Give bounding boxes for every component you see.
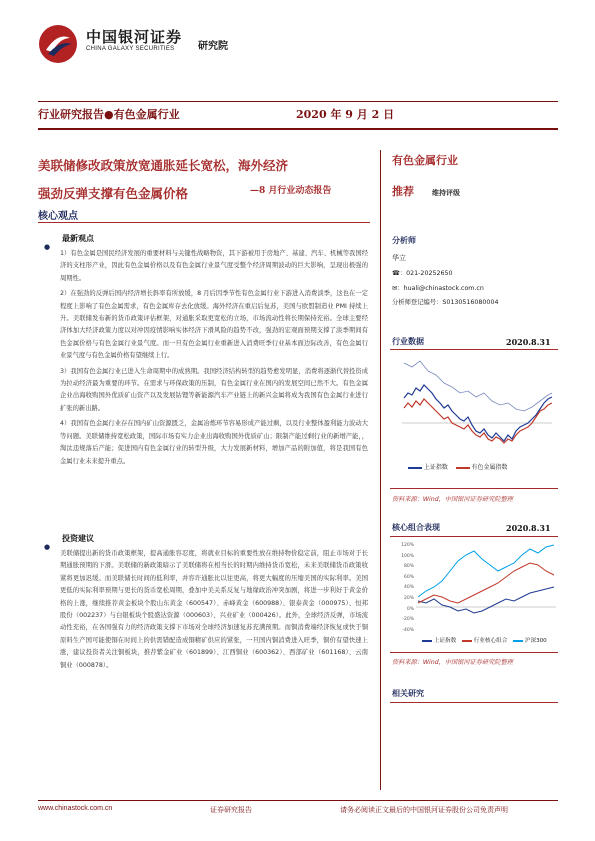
sidebar-rating: 推荐 (392, 185, 414, 198)
footer-url[interactable]: www.chinastock.com.cn (38, 805, 113, 812)
industry-data-title: 行业数据 (392, 337, 424, 346)
brand-logo-mark (38, 24, 78, 64)
header-bottom-rule (38, 128, 558, 130)
analyst-name: 华立 (392, 254, 406, 262)
legend1 (408, 462, 508, 471)
y-tick-1: 100% (401, 553, 414, 559)
y-tick-4: 40% (403, 585, 414, 591)
index-line-3 (404, 361, 552, 411)
portfolio-core-line (418, 563, 554, 603)
headline-line1: 美联储修改政策放宽通胀延长宽松，海外经济 (38, 158, 289, 173)
legend2-swatch-2 (462, 640, 472, 642)
chart1-source: 资料来源：Wind，中国银河证券研究院整理 (392, 496, 513, 503)
industry-data-date: 2020.8.31 (506, 337, 551, 347)
email-icon: ✉ (392, 285, 398, 292)
portfolio-date: 2020.8.31 (506, 523, 551, 533)
sidebar-industry: 有色金属行业 (392, 154, 458, 167)
legend2 (422, 636, 547, 644)
core-view-rule (38, 222, 370, 223)
portfolio-rule (390, 536, 558, 537)
chart2-source-rule (390, 652, 558, 653)
industry-data-rule (390, 349, 558, 350)
portfolio-shanghai-line (418, 587, 554, 613)
legend1-label-2: 有色金属指数 (471, 464, 508, 471)
y-tick-8: -40% (402, 627, 414, 633)
core-view-title: 核心观点 (38, 211, 78, 222)
column-divider (380, 150, 381, 790)
analyst-reg-no: 分析师登记编号：S0130516080004 (392, 299, 499, 306)
y-tick-6: 0% (406, 606, 414, 612)
invest-bullet-icon: ● (44, 543, 51, 551)
portfolio-y-axis (392, 541, 414, 636)
header-top-rule (38, 101, 558, 102)
analyst-phone (392, 268, 452, 277)
portfolio-chart (416, 541, 558, 637)
y-tick-3: 60% (403, 574, 414, 580)
analyst-email (392, 283, 484, 292)
related-research-rule (390, 702, 558, 703)
y-tick-7: -20% (402, 617, 414, 623)
brand-name-en: CHINA GALAXY SECURITIES (86, 46, 175, 52)
footer-center: 证券研究报告 (210, 806, 252, 814)
chart1-source-rule (390, 488, 558, 489)
sidebar-maintain: 维持评级 (432, 189, 460, 197)
y-tick-2: 80% (403, 564, 414, 570)
legend1-label-1: 上证指数 (423, 464, 448, 471)
footer-disclaimer: 请务必阅读正文最后的中国银河证券股份公司免责声明 (340, 806, 508, 814)
portfolio-title: 核心组合表现 (392, 523, 440, 532)
latest-view-body (60, 248, 368, 468)
report-type: 行业研究报告●有色金属行业 (38, 108, 180, 121)
invest-advice-title: 投资建议 (62, 534, 94, 543)
brand-name-cn: 中国银河证券 (86, 28, 183, 46)
report-date: 2020 年 9 月 2 日 (296, 108, 395, 121)
report-headline (38, 152, 368, 208)
phone-number: ：021-20252650 (399, 270, 453, 277)
analyst-title: 分析师 (392, 236, 416, 245)
y-tick-0: 120% (401, 543, 414, 548)
legend1-swatch-2 (456, 467, 470, 469)
latest-bullet-icon: ● (44, 243, 51, 251)
latest-view-title: 最新观点 (62, 234, 94, 243)
legend2-label-1: 上证指数 (433, 638, 457, 644)
headline-line2: 强劲反弹支撑有色金属价格 (38, 186, 189, 201)
y-tick-5: 20% (403, 595, 414, 601)
chart2-source: 资料来源：Wind，中国银河证券研究院整理 (392, 659, 513, 666)
legend2-label-3: 沪深300 (524, 638, 547, 644)
legend2-swatch-1 (422, 640, 432, 642)
brand-institute: 研究院 (198, 41, 228, 52)
latest-para-3: 3）我国有色金属行业已进入生命周期中的成熟期。我国经济结构转型的趋势愈发明显，消费将逐渐代替投资成为拉动经济最为重要的环节。在需求与环保政策的压制，有色金属行业在国内的发展空间已然不大。有色金属企业出海收购国外优质矿山资产以及发展钴锂等新能源汽车产业链上的新兴金属将成为我国有色金属行业进行扩张的新出路。 (60, 367, 368, 412)
latest-para-4: 4）我国有色金属行业存在国内矿山资源匮乏，金属冶炼环节容易形成产能过剩，以及行业整体盈利能力波动大等问题。美联储维持宽松政策，国际市场有实力企业出海收购国外优质矿山；限制产能过剩行业的新增产能，，淘汰违规落后产能；促进国内有色金属行业的转型升级，大力发展新材料，增加产品的附加值，将是我国有色金属行业未来提升重点。 (60, 420, 368, 465)
email-address: ：huali@chinastock.com.cn (397, 285, 484, 292)
industry-index-chart (392, 353, 558, 463)
shanghai-index-line (404, 385, 552, 441)
footer-rule (38, 800, 558, 801)
legend1-swatch-1 (408, 467, 422, 469)
legend2-label-2: 行业核心组合 (473, 638, 508, 644)
latest-para-2: 2）在强劲的反弹后国内经济增长斜率有所放缓，8 月后因季节性有色金属行业下游进入消费淡季，这也在一定程度上影响了有色金属需求，有色金属库存去化放缓。海外经济在重启后复苏，美国与欧盟制造业 PMI 持续上升。美联储发布新的货币政策评估框架，对通胀采取更宽松的立场，市场流动性将长期保持充裕。全球主要经济体加大经济政策力度以对冲因疫情影响实体经济下滑风险的趋势不改，强劲的宏观面预期支撑了淡季期间有色金属价格与有色金属行业景气度。而一旦有色金属行业重新进入消费旺季行业基本面边际改善，有色金属行业景气度与有色金属价格有望继续上行。 (60, 290, 368, 360)
report-subtitle: —8 月行业动态报告 (250, 186, 332, 196)
related-research-title: 相关研究 (392, 689, 424, 698)
invest-advice-body: 美联储提出新的货币政策框架，提高通胀容忍度，将就业目标的重要性放在维持物价稳定前，阻止市场对于长期通胀预期的下滑。美联储的新政策暗示了美联储将在相当长的时期内维持货币宽松，未来美联储货币政策收紧将更加迟缓。而美联储长时间的低利率，并容许通胀比以往更高，将更大幅度的压缩美国的实际利率。美国更低的实际利率预期与更长的货币宽松周期，叠加中美关系反复与地缘政治冲突加剧，将进一步利好于黄金价格的上涨，继续推荐黄金板块个股山东黄金（600547）、赤峰黄金（600988）、银泰黄金（000975）、恒邦股份（002237）与白银板块个股盛达资源（000603）、兴业矿业（000426）。此外，全球经济反弹，市场流动性充裕，在各国强有力的经济政策支撑下市场对全球经济加速复苏充满预期。而铜消费端经济恢复或快于铜原料生产国可能使铜在时间上的供需错配造成铜精矿供应的紧张，一旦国内铜消费进入旺季，铜价有望快速上涨，建议投资者关注铜板块，推荐紫金矿业（601899）、江西铜业（600362）、西部矿业（601168）、云南铜业（000878）。 (60, 550, 368, 669)
phone-icon: ☎ (392, 270, 400, 277)
legend2-swatch-3 (513, 640, 523, 642)
latest-para-1: 1）有色金属是国民经济发展的重要材料与关键性战略物资，其下游被用于房地产、基建、汽车、机械等我国经济的支柱形产业，因此有色金属价格以及有色金属行业景气度受整个经济周期波动的巨大影响，呈现出极强的周期性。 (60, 250, 368, 282)
